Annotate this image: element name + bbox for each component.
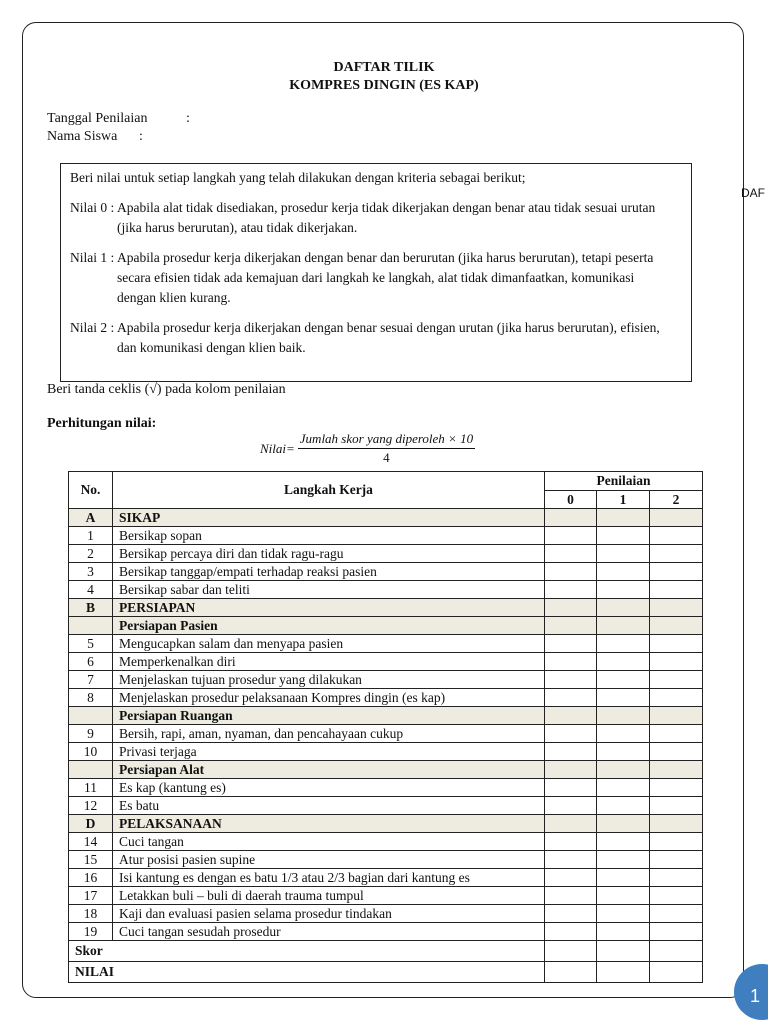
field-label: Nama Siswa: [47, 129, 118, 144]
row-number: 11: [69, 779, 113, 797]
score-cell[interactable]: [650, 833, 703, 851]
step-row: [69, 527, 703, 545]
header-no: No.: [69, 472, 113, 509]
criteria-label: Nilai 2 :: [70, 320, 115, 335]
criteria-text: Apabila alat tidak disediakan, prosedur kerja tidak dikerjakan dengan benar atau tidak sesuai urutan (jika harus berurutan), atau tidak dikerjakan.: [117, 200, 656, 235]
score-cell[interactable]: [545, 653, 597, 671]
row-number: 6: [69, 653, 113, 671]
field-label: Tanggal Penilaian: [47, 111, 148, 126]
row-number: 15: [69, 851, 113, 869]
step-row: [69, 545, 703, 563]
row-number: 12: [69, 797, 113, 815]
row-step-text: Bersikap sabar dan teliti: [113, 581, 545, 599]
row-step-text: Persiapan Alat: [113, 761, 545, 779]
checklist-table: [68, 471, 703, 983]
score-cell: [597, 761, 650, 779]
step-row: [69, 581, 703, 599]
score-cell[interactable]: [545, 833, 597, 851]
step-row: [69, 905, 703, 923]
row-number: 10: [69, 743, 113, 761]
row-number: 5: [69, 635, 113, 653]
row-step-text: Privasi terjaga: [113, 743, 545, 761]
field-nama-siswa: [47, 129, 143, 145]
score-cell[interactable]: [650, 797, 703, 815]
score-cell: [650, 761, 703, 779]
score-cell[interactable]: [545, 851, 597, 869]
score-cell[interactable]: [545, 545, 597, 563]
field-colon: :: [186, 111, 190, 126]
score-cell[interactable]: [650, 923, 703, 941]
subsection-row: [69, 617, 703, 635]
row-number: 14: [69, 833, 113, 851]
score-cell[interactable]: [650, 869, 703, 887]
section-row: [69, 815, 703, 833]
score-cell[interactable]: [650, 743, 703, 761]
score-cell[interactable]: [597, 905, 650, 923]
score-cell: [597, 707, 650, 725]
score-cell[interactable]: [597, 563, 650, 581]
step-row: [69, 797, 703, 815]
row-number: 18: [69, 905, 113, 923]
score-cell[interactable]: [545, 671, 597, 689]
criteria-item: [70, 248, 670, 308]
row-number: 16: [69, 869, 113, 887]
score-cell[interactable]: [545, 905, 597, 923]
score-cell[interactable]: [650, 962, 703, 983]
score-cell[interactable]: [650, 941, 703, 962]
row-step-text: Cuci tangan sesudah prosedur: [113, 923, 545, 941]
criteria-text: Apabila prosedur kerja dikerjakan dengan benar dan berurutan (jika harus berurutan), tetapi peserta secara efisien tidak ada kemajuan dari langkah ke langkah, alat tidak dimanfaatkan, komunikasi dengan klien kurang.: [117, 250, 654, 305]
step-row: [69, 887, 703, 905]
score-cell[interactable]: [597, 869, 650, 887]
score-cell[interactable]: [650, 653, 703, 671]
page-number: 1: [750, 986, 761, 1006]
row-step-text: PERSIAPAN: [113, 599, 545, 617]
formula-numerator: Jumlah skor yang diperoleh × 10: [298, 431, 475, 449]
formula-lhs: Nilai=: [260, 440, 295, 456]
row-step-text: Persiapan Ruangan: [113, 707, 545, 725]
row-step-text: Bersikap tanggap/empati terhadap reaksi pasien: [113, 563, 545, 581]
score-cell[interactable]: [597, 653, 650, 671]
step-row: [69, 725, 703, 743]
step-row: [69, 833, 703, 851]
criteria-intro: Beri nilai untuk setiap langkah yang telah dilakukan dengan kriteria sebagai berikut;: [70, 170, 526, 185]
score-cell[interactable]: [545, 797, 597, 815]
criteria-item: [70, 198, 670, 238]
score-cell[interactable]: [545, 923, 597, 941]
score-cell: [650, 707, 703, 725]
row-number: A: [69, 509, 113, 527]
formula-denominator: 4: [383, 450, 390, 465]
subsection-row: [69, 761, 703, 779]
score-cell[interactable]: [597, 743, 650, 761]
header-score-1: 1: [597, 491, 650, 509]
row-step-text: Bersikap sopan: [113, 527, 545, 545]
checklist-body: [69, 509, 703, 941]
field-tanggal-penilaian: [47, 111, 190, 127]
row-number: 17: [69, 887, 113, 905]
header-score-0: 0: [545, 491, 597, 509]
footer-nilai: NILAI: [69, 962, 545, 983]
row-number: 2: [69, 545, 113, 563]
score-cell[interactable]: [650, 635, 703, 653]
row-step-text: Menjelaskan prosedur pelaksanaan Kompres dingin (es kap): [113, 689, 545, 707]
criteria-label: Nilai 1 :: [70, 250, 115, 265]
score-cell[interactable]: [650, 851, 703, 869]
score-cell: [545, 815, 597, 833]
score-cell: [597, 617, 650, 635]
step-row: [69, 779, 703, 797]
score-cell[interactable]: [597, 941, 650, 962]
subsection-row: [69, 707, 703, 725]
score-cell: [650, 815, 703, 833]
score-cell[interactable]: [597, 635, 650, 653]
score-cell[interactable]: [597, 527, 650, 545]
score-cell[interactable]: [650, 689, 703, 707]
score-cell[interactable]: [650, 725, 703, 743]
criteria-text: Apabila prosedur kerja dikerjakan dengan benar sesuai dengan urutan (jika harus berurutan), efisien, dan komunikasi dengan klien baik.: [117, 320, 660, 355]
step-row: [69, 851, 703, 869]
score-cell: [545, 617, 597, 635]
row-step-text: SIKAP: [113, 509, 545, 527]
score-cell[interactable]: [650, 563, 703, 581]
footer-skor: Skor: [69, 941, 545, 962]
field-colon: :: [139, 129, 143, 144]
section-row: [69, 599, 703, 617]
header-score-2: 2: [650, 491, 703, 509]
score-cell[interactable]: [545, 527, 597, 545]
step-row: [69, 923, 703, 941]
score-cell[interactable]: [597, 545, 650, 563]
step-row: [69, 653, 703, 671]
score-cell[interactable]: [545, 635, 597, 653]
score-cell[interactable]: [597, 725, 650, 743]
row-number: B: [69, 599, 113, 617]
score-cell[interactable]: [597, 851, 650, 869]
score-cell[interactable]: [597, 962, 650, 983]
score-cell[interactable]: [545, 689, 597, 707]
score-cell[interactable]: [545, 581, 597, 599]
row-number: [69, 707, 113, 725]
score-cell: [545, 761, 597, 779]
score-formula: [260, 431, 475, 466]
row-number: 19: [69, 923, 113, 941]
row-number: 4: [69, 581, 113, 599]
row-step-text: Memperkenalkan diri: [113, 653, 545, 671]
document-title: DAFTAR TILIK: [333, 60, 435, 75]
row-number: 9: [69, 725, 113, 743]
row-step-text: Letakkan buli – buli di daerah trauma tumpul: [113, 887, 545, 905]
score-cell[interactable]: [597, 581, 650, 599]
row-step-text: PELAKSANAAN: [113, 815, 545, 833]
score-cell[interactable]: [597, 797, 650, 815]
score-cell[interactable]: [597, 779, 650, 797]
document-subtitle: KOMPRES DINGIN (ES KAP): [289, 78, 479, 93]
step-row: [69, 635, 703, 653]
row-step-text: Bersikap percaya diri dan tidak ragu-ragu: [113, 545, 545, 563]
score-cell: [650, 617, 703, 635]
row-number: 1: [69, 527, 113, 545]
row-number: 3: [69, 563, 113, 581]
score-cell: [650, 509, 703, 527]
row-step-text: Atur posisi pasien supine: [113, 851, 545, 869]
row-step-text: Kaji dan evaluasi pasien selama prosedur tindakan: [113, 905, 545, 923]
score-cell: [545, 509, 597, 527]
row-number: 8: [69, 689, 113, 707]
row-step-text: Bersih, rapi, aman, nyaman, dan pencahayaan cukup: [113, 725, 545, 743]
row-number: D: [69, 815, 113, 833]
header-step: Langkah Kerja: [113, 472, 545, 509]
row-step-text: Cuci tangan: [113, 833, 545, 851]
step-row: [69, 743, 703, 761]
criteria-label: Nilai 0 :: [70, 200, 115, 215]
score-cell[interactable]: [597, 689, 650, 707]
score-cell: [650, 599, 703, 617]
row-step-text: Menjelaskan tujuan prosedur yang dilakukan: [113, 671, 545, 689]
score-cell: [597, 509, 650, 527]
row-number: 7: [69, 671, 113, 689]
score-cell[interactable]: [597, 887, 650, 905]
score-cell[interactable]: [545, 743, 597, 761]
instruction-note: Beri tanda ceklis (√) pada kolom penilaian: [47, 382, 286, 397]
score-cell[interactable]: [650, 671, 703, 689]
score-cell[interactable]: [597, 923, 650, 941]
calculation-title: Perhitungan nilai:: [47, 416, 157, 431]
row-number: [69, 761, 113, 779]
score-cell[interactable]: [545, 941, 597, 962]
score-cell: [597, 599, 650, 617]
score-cell[interactable]: [545, 779, 597, 797]
clipped-side-text: DAF: [741, 186, 765, 200]
criteria-item: [70, 318, 670, 358]
step-row: [69, 563, 703, 581]
row-step-text: Es kap (kantung es): [113, 779, 545, 797]
score-cell[interactable]: [597, 671, 650, 689]
row-number: [69, 617, 113, 635]
formula-fraction: [298, 431, 475, 466]
row-step-text: Mengucapkan salam dan menyapa pasien: [113, 635, 545, 653]
score-cell[interactable]: [650, 779, 703, 797]
score-cell[interactable]: [650, 581, 703, 599]
score-cell[interactable]: [650, 527, 703, 545]
score-cell[interactable]: [650, 905, 703, 923]
row-step-text: Es batu: [113, 797, 545, 815]
criteria-box: [60, 163, 692, 382]
score-cell: [545, 599, 597, 617]
header-score: Penilaian: [545, 472, 703, 491]
step-row: [69, 671, 703, 689]
score-cell[interactable]: [545, 869, 597, 887]
score-cell: [545, 707, 597, 725]
score-cell: [597, 815, 650, 833]
score-cell[interactable]: [650, 887, 703, 905]
section-row: [69, 509, 703, 527]
step-row: [69, 689, 703, 707]
score-cell[interactable]: [650, 545, 703, 563]
score-cell[interactable]: [597, 833, 650, 851]
score-cell[interactable]: [545, 962, 597, 983]
step-row: [69, 869, 703, 887]
score-cell[interactable]: [545, 563, 597, 581]
score-cell[interactable]: [545, 887, 597, 905]
score-cell[interactable]: [545, 725, 597, 743]
row-step-text: Isi kantung es dengan es batu 1/3 atau 2/3 bagian dari kantung es: [113, 869, 545, 887]
row-step-text: Persiapan Pasien: [113, 617, 545, 635]
